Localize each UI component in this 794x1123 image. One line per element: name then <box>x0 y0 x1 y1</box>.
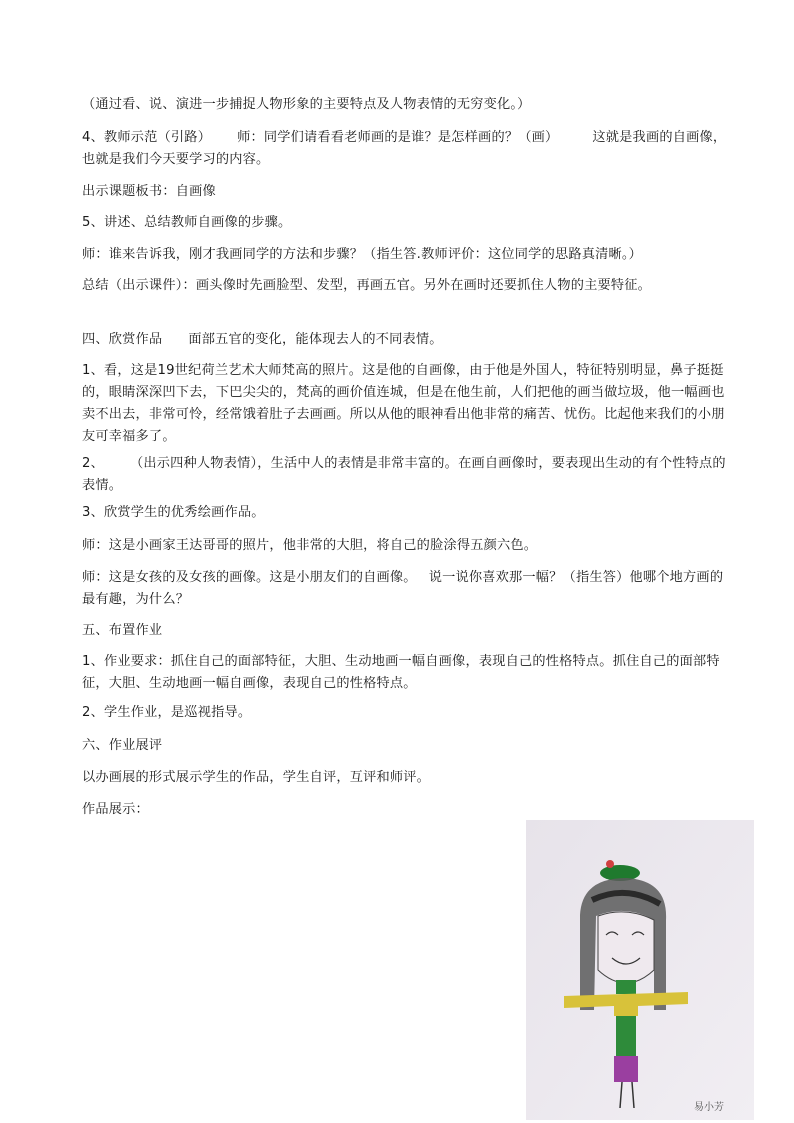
paragraph-works-display: 作品展示： <box>82 802 149 817</box>
teacher-demo-conclusion: 这就是我画的自画像，也就是我们今天要学习的内容。 <box>82 130 727 167</box>
scarf-shape <box>616 980 636 994</box>
paragraph-intro-note: （通过看、说、演进一步捕捉人物形象的主要特点及人物表情的无穷变化。） <box>82 97 531 112</box>
paragraph-homework-requirement: 1、作业要求：抓住自己的面部特征，大胆、生动地画一幅自画像，表现自己的性格特点。抓住自己的面部特征，大胆、生动地画一幅自画像，表现自己的性格特点。 <box>82 654 720 691</box>
student-artwork-drawing <box>526 820 754 1120</box>
artwork-signature: 易小芳 <box>694 1102 724 1113</box>
paragraph-wang-da: 师：这是小画家王达哥哥的照片，他非常的大胆，将自己的脸涂得五颜六色。 <box>82 538 538 553</box>
paragraph-lesson-title: 出示课题板书：自画像 <box>82 184 216 199</box>
paragraph-step-five: 5、讲述、总结教师自画像的步骤。 <box>82 215 292 230</box>
face-shape <box>598 912 654 983</box>
section-heading-homework: 五、布置作业 <box>82 623 163 638</box>
section-four-subtitle: 面部五官的变化，能体现去人的不同表情。 <box>188 332 443 347</box>
body-shape <box>616 1016 636 1056</box>
paragraph-homework-guidance: 2、学生作业，是巡视指导。 <box>82 705 252 720</box>
section-heading-evaluation: 六、作业展评 <box>82 738 163 753</box>
paragraph-student-works: 3、欣赏学生的优秀绘画作品。 <box>82 505 265 520</box>
paragraph-van-gogh: 1、看，这是19世纪荷兰艺术大师梵高的照片。这是他的自画像，由于他是外国人，特征特别明显，鼻子挺挺的，眼睛深深凹下去，下巴尖尖的，梵高的画价值连城，但是在他生前，人们把他的画当做垃圾，他一幅画也卖不出去，非常可怜，经常饿着肚子去画画。所以从他的眼神看出他非常的痛苦、忧伤。比起他来我们的小朋友可幸福多了。 <box>82 363 725 444</box>
paragraph-expressions <box>82 453 732 497</box>
discussion-intro: 师：这是女孩的及女孩的画像。这是小朋友们的自画像。 <box>82 570 417 585</box>
dress-shape <box>614 1056 638 1082</box>
expressions-number: 2、 <box>82 456 104 471</box>
paragraph-summary: 总结（出示课件）：画头像时先画脸型、发型，再画五官。另外在画时还要抓住人物的主要特征。 <box>82 278 652 293</box>
discussion-question: 说一说你喜欢那一幅？（指生答）他哪个地方画的最有趣，为什么？ <box>82 570 724 607</box>
section-heading-appreciate <box>82 329 732 351</box>
paragraph-exhibition: 以办画展的形式展示学生的作品，学生自评，互评和师评。 <box>82 770 431 785</box>
paragraph-discussion <box>82 567 732 611</box>
student-artwork-photo <box>526 820 754 1120</box>
expressions-text: （出示四种人物表情），生活中人的表情是非常丰富的。在画自画像时，要表现出生动的有个性特点的表情。 <box>82 456 726 493</box>
paragraph-teacher-question: 师：谁来告诉我，刚才我画同学的方法和步骤？（指生答.教师评价：这位同学的思路真清晰。） <box>82 247 643 262</box>
paragraph-teacher-demo <box>82 127 732 171</box>
flower-icon <box>606 860 614 868</box>
section-four-title: 四、欣赏作品 <box>82 332 163 347</box>
teacher-demo-heading: 4、教师示范（引路） <box>82 130 212 145</box>
teacher-demo-question: 师：同学们请看看老师画的是谁？是怎样画的？（画） <box>237 130 559 145</box>
